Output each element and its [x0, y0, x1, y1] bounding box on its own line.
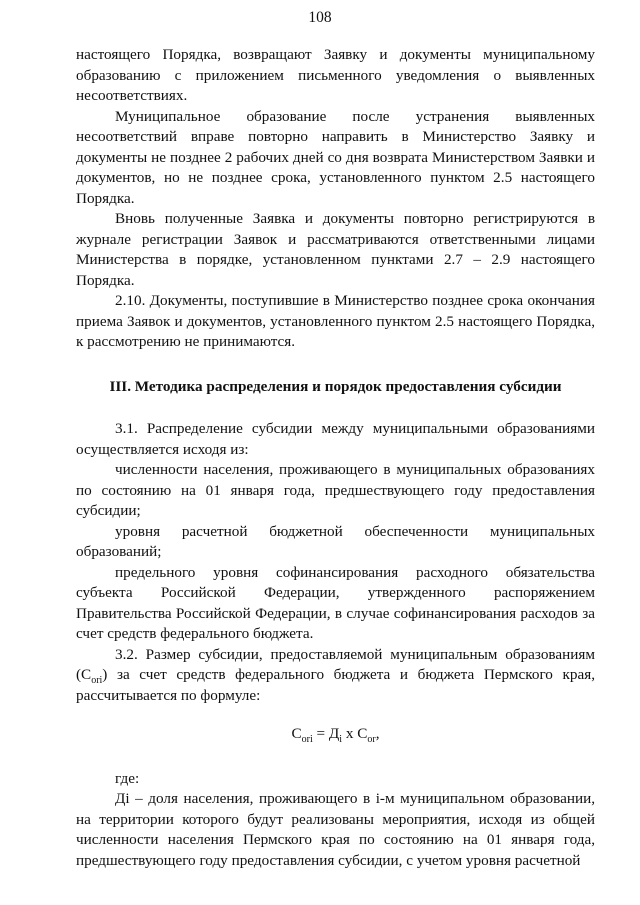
paragraph: Муниципальное образование после устранения выявленных несоответствий вправе повторно направить в Министерство Заявку и документы не позднее 2 рабочих дней со дня возврата Министерством Заявки и документов, но не позднее срока, установленного пунктом 2.5 настоящего Порядка. [76, 107, 595, 207]
paragraph: настоящего Порядка, возвращают Заявку и документы муниципальному образованию с приложением письменного уведомления о выявленных несоответствиях. [76, 46, 595, 104]
paragraph-subsidy-size: 3.2. Размер субсидии, предоставляемой муниципальным образованиям $(С_{ori})$ за счет средств федерального бюджета и бюджета Пермского края, рассчитывается по формуле: [76, 645, 595, 704]
paragraph: 3.1. Распределение субсидии между муниципальными образованиями осуществляется исходя из: [76, 420, 595, 458]
page-number: 108 [308, 9, 332, 26]
paragraph: уровня расчетной бюджетной обеспеченности муниципальных образований; [76, 522, 595, 560]
paragraph: численности населения, проживающего в муниципальных образованиях по состоянию на 01 января года, предшествующего году предоставления субсидии; [76, 461, 595, 519]
where-label: где: [115, 769, 140, 787]
paragraph: 2.10. Документы, поступившие в Министерство позднее срока окончания приема Заявок и документов, установленного пунктом 2.5 настоящего Порядка, к рассмотрению не принимаются. [76, 292, 595, 350]
paragraph: Вновь полученные Заявка и документы повторно регистрируются в журнале регистрации Заявок и рассматриваются ответственными лицами Министерства в порядке, установленном пунктами 2.7 – 2.9 настоящего Порядка. [76, 210, 595, 289]
paragraph: предельного уровня софинансирования расходного обязательства субъекта Российской Федерации, утвержденного распоряжением Правительства Российской Федерации, в случае софинансирования расходов за счет средств федерального бюджета. [76, 563, 595, 642]
document-body [76, 45, 595, 871]
section-heading: III. Методика распределения и порядок предоставления субсидии [109, 377, 562, 395]
formula: $С_{ori} = Д_i$ х $С_{or}$, [291, 725, 380, 746]
paragraph-di-definition: Дi – доля населения, проживающего в i-м муниципальном образовании, на территории которого будут реализованы мероприятия, исходя из общей численности населения Пермского края по состоянию на 01 января года, предшествующего году предоставления субсидии, с учетом уровня расчетной [76, 790, 595, 869]
